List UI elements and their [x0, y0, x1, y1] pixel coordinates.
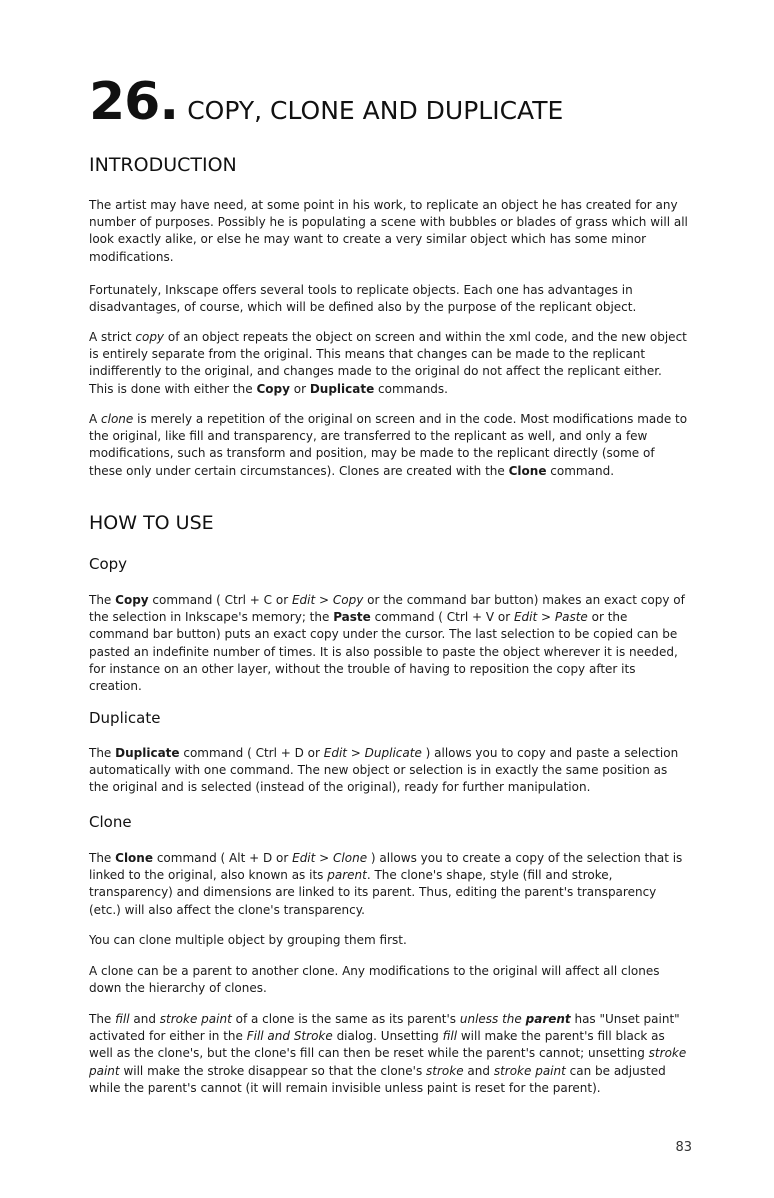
chapter-title: COPY, CLONE AND DUPLICATE	[187, 96, 564, 125]
text-run: command.	[546, 463, 615, 478]
subsection-heading-copy: Copy	[89, 555, 128, 573]
italic-text: Edit > Paste	[513, 610, 588, 625]
italic-text: fill	[115, 1012, 130, 1026]
text-run: A clone can be a parent to another clone. Any modifications to the original will affect all clones down the hierarchy of clones.	[89, 964, 660, 996]
text-run: You can clone multiple object by grouping them first.	[89, 933, 407, 947]
text-run: of a clone is the same as its parent's	[231, 1012, 460, 1026]
text-run: The	[89, 851, 116, 865]
italic-text: stroke paint	[159, 1012, 232, 1026]
bold-text: Paste	[333, 610, 371, 625]
paragraph	[89, 197, 689, 266]
text-run: The	[89, 593, 116, 607]
italic-text: Edit > Clone	[292, 851, 368, 865]
text-run: or	[289, 381, 310, 396]
text-run: A strict	[89, 330, 136, 344]
bold-text: Duplicate	[115, 746, 180, 760]
text-run: dialog. Unsetting	[332, 1029, 443, 1044]
text-run: or the command bar button) puts an exact copy under the cursor. The last selection to be copied can be pasted an indefinite number of times. It is also possible to paste the object wherever it is needed, for instance on an other layer, without the trouble of having to reposition the copy after its creation.	[89, 610, 678, 694]
text-run: ) allows you to create a copy of the selection that is linked to the original, also known as its	[89, 851, 683, 883]
paragraph	[89, 932, 689, 949]
section-heading-how-to-use: HOW TO USE	[89, 512, 214, 534]
bold-text: Clone	[115, 851, 153, 865]
text-run: commands.	[374, 381, 448, 396]
italic-text: stroke paint	[89, 1046, 687, 1078]
italic-text: Edit > Copy	[291, 593, 364, 607]
bold-text: Duplicate	[309, 381, 375, 396]
text-run: The	[89, 746, 116, 760]
chapter-number: 26.	[89, 72, 179, 132]
text-run: . The clone's shape, style (fill and stroke, transparency) and dimensions are linked to its parent. Thus, editing the parent's transparency (etc.) will also affect the clone's transparency.	[89, 868, 657, 917]
paragraph	[89, 329, 689, 398]
text-run: The	[89, 1012, 116, 1026]
bold-text: Copy	[256, 381, 290, 396]
text-run: of an object repeats the object on screen and within the xml code, and the new object is entirely separate from the original. This means that changes can be made to the replicant indifferently to the original, and changes made to the original do not affect the replicant either. This is done with either the	[89, 330, 687, 396]
italic-text: Edit > Duplicate	[323, 746, 422, 760]
text-run: or the command bar button) makes an exact copy of the selection in Inkscape's memory; the	[89, 593, 685, 625]
bold-italic-text: parent	[525, 1012, 571, 1026]
text-run: command ( Alt + D or	[153, 851, 293, 865]
text-run: command ( Ctrl + C or	[148, 593, 292, 607]
italic-text: clone	[101, 412, 134, 426]
chapter-heading	[89, 72, 563, 132]
italic-text: fill	[442, 1029, 458, 1044]
italic-text: stroke paint	[493, 1063, 566, 1078]
bold-text: Copy	[115, 593, 149, 607]
page-number: 83	[675, 1140, 692, 1155]
italic-text: Fill and Stroke	[246, 1029, 333, 1044]
text-run: can be adjusted while the parent's cannot (it will remain invisible unless paint is reset for the parent).	[89, 1063, 666, 1095]
text-run: will make the parent's fill black as well as the clone's, but the clone's fill can then be reset while the parent's cannot; unsetting	[89, 1029, 665, 1061]
italic-text: copy	[135, 330, 165, 344]
text-run: command ( Ctrl + V or	[370, 610, 514, 625]
subsection-heading-duplicate: Duplicate	[89, 709, 161, 727]
text-run: The artist may have need, at some point in his work, to replicate an object he has created for any number of purposes. Possibly he is populating a scene with bubbles or blades of grass which will all look exactly alike, or else he may want to create a very similar object which has some minor modifications.	[89, 198, 688, 264]
subsection-heading-clone: Clone	[89, 813, 132, 831]
paragraph	[89, 592, 689, 695]
paragraph	[89, 282, 689, 316]
italic-text: unless the	[459, 1012, 526, 1026]
text-run: and	[129, 1012, 160, 1026]
italic-text: parent	[327, 868, 367, 883]
text-run: and	[463, 1063, 494, 1078]
italic-text: stroke	[426, 1063, 464, 1078]
paragraph	[89, 963, 689, 997]
text-run: Fortunately, Inkscape offers several tools to replicate objects. Each one has advantages in disadvantages, of course, which will be defined also by the purpose of the replicant object.	[89, 283, 637, 315]
text-run: is merely a repetition of the original on screen and in the code. Most modifications made to the original, like fill and transparency, are transferred to the replicant as well, and only a few modifications, such as transform and position, may be made to the replicant directly (some of these only under certain circumstances). Clones are created with the	[89, 412, 688, 478]
text-run: will make the stroke disappear so that the clone's	[119, 1063, 427, 1078]
paragraph	[89, 850, 689, 919]
section-heading-introduction: INTRODUCTION	[89, 154, 237, 176]
text-run: ) allows you to copy and paste a selection automatically with one command. The new object or selection is in exactly the same position as the original and is selected (instead of the original), ready for further manipulation.	[89, 746, 679, 795]
bold-text: Clone	[508, 463, 547, 478]
text-run: command ( Ctrl + D or	[179, 746, 324, 760]
paragraph	[89, 411, 689, 480]
paragraph	[89, 1011, 689, 1097]
text-run: A	[89, 412, 102, 426]
paragraph	[89, 745, 689, 797]
text-run: has "Unset paint" activated for either in the	[89, 1012, 680, 1044]
